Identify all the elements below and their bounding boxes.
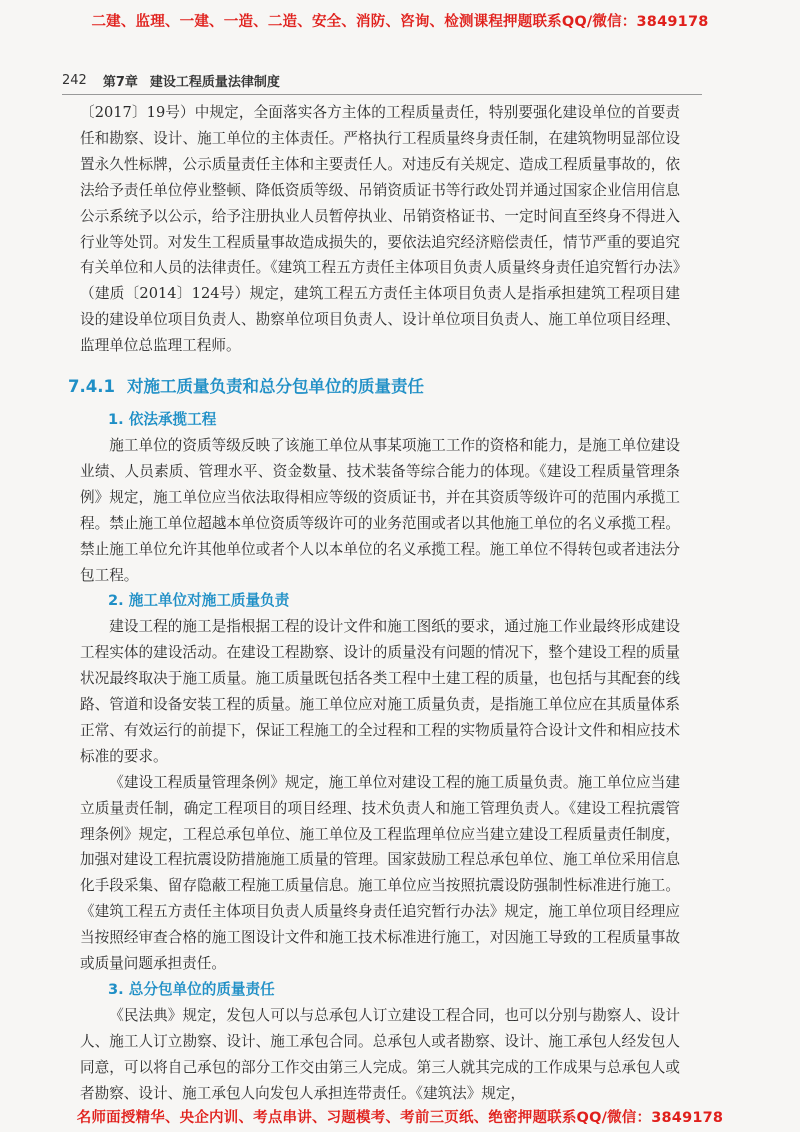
chapter-number: 第7章 xyxy=(102,74,138,90)
page-body xyxy=(68,100,680,1107)
section-number: 7.4.1 xyxy=(68,377,115,397)
paragraph: 《民法典》规定，发包人可以与总承包人订立建设工程合同，也可以分别与勘察人、设计人、施工人订立勘察、设计、施工承包合同。总承包人或者勘察、设计、施工承包人经发包人同意，可以将自己承包的部分工作交由第三人完成。第三人就其完成的工作成果与总承包人或者勘察、设计、施工承包人向发包人承担连带责任。《建筑法》规定， xyxy=(80,1006,680,1102)
subsection-heading-3: 3. 总分包单位的质量责任 xyxy=(108,981,275,998)
paragraph: 《建设工程质量管理条例》规定，施工单位对建设工程的施工质量负责。施工单位应当建立质量责任制，确定工程项目的项目经理、技术负责人和施工管理负责人。《建设工程抗震管理条例》规定，工程总承包单位、施工单位及工程监理单位应当建立建设工程质量责任制度，加强对建设工程抗震设防措施施工质量的管理。国家鼓励工程总承包单位、施工单位采用信息化手段采集、留存隐蔽工程施工质量信息。施工单位应当按照抗震设防强制性标准进行施工。《建筑工程五方责任主体项目负责人质量终身责任追究暂行办法》规定，施工单位项目经理应当按照经审查合格的施工图设计文件和施工技术标准进行施工，对因施工导致的工程质量事故或质量问题承担责任。 xyxy=(80,773,680,973)
top-banner: 二建、监理、一建、一造、二造、安全、消防、咨询、检测课程押题联系QQ/微信：3849178 xyxy=(91,14,709,30)
intro-paragraph: 〔2017〕19号）中规定，全面落实各方主体的工程质量责任，特别要强化建设单位的首要责任和勘察、设计、施工单位的主体责任。严格执行工程质量终身责任制，在建筑物明显部位设置永久性标牌，公示质量责任主体和主要责任人。对违反有关规定、造成工程质量事故的，依法给予责任单位停业整顿、降低资质等级、吊销资质证书等行政处罚并通过国家企业信用信息公示系统予以公示，给予注册执业人员暂停执业、吊销资格证书、一定时间直至终身不得进入行业等处罚。对发生工程质量事故造成损失的，要依法追究经济赔偿责任，情节严重的要追究有关单位和人员的法律责任。《建筑工程五方责任主体项目负责人质量终身责任追究暂行办法》（建质〔2014〕124号）规定，建筑工程五方责任主体项目负责人是指承担建筑工程项目建设的建设单位项目负责人、勘察单位项目负责人、设计单位项目负责人、施工单位项目经理、监理单位总监理工程师。 xyxy=(80,104,680,355)
chapter-title: 建设工程质量法律制度 xyxy=(149,74,280,90)
running-header xyxy=(62,70,702,90)
subsection-heading-2: 2. 施工单位对施工质量负责 xyxy=(108,592,290,610)
bottom-banner: 名师面授精华、央企内训、考点串讲、习题模考、考前三页纸、绝密押题联系QQ/微信：3849178 xyxy=(76,1110,724,1126)
page-number: 242 xyxy=(62,72,87,88)
paragraph: 施工单位的资质等级反映了该施工单位从事某项施工工作的资格和能力，是施工单位建设业绩、人员素质、管理水平、资金数量、技术装备等综合能力的体现。《建设工程质量管理条例》规定，施工单位应当依法取得相应等级的资质证书，并在其资质等级许可的范围内承揽工程。禁止施工单位超越本单位资质等级许可的业务范围或者以其他施工单位的名义承揽工程。禁止施工单位允许其他单位或者个人以本单位的名义承揽工程。施工单位不得转包或者违法分包工程。 xyxy=(80,436,680,584)
header-divider xyxy=(62,94,702,95)
subsection-heading-1: 1. 依法承揽工程 xyxy=(108,411,217,429)
paragraph: 建设工程的施工是指根据工程的设计文件和施工图纸的要求，通过施工作业最终形成建设工程实体的建设活动。在建设工程勘察、设计的质量没有问题的情况下，整个建设工程的质量状况最终取决于施工质量。施工质量既包括各类工程中土建工程的质量，也包括与其配套的线路、管道和设备安装工程的质量。施工单位应对施工质量负责，是指施工单位应在其质量体系正常、有效运行的前提下，保证工程施工的全过程和工程的实物质量符合设计文件和相应技术标准的要求。 xyxy=(80,618,680,765)
section-title: 对施工质量负责和总分包单位的质量责任 xyxy=(126,377,424,397)
section-heading xyxy=(68,373,680,401)
